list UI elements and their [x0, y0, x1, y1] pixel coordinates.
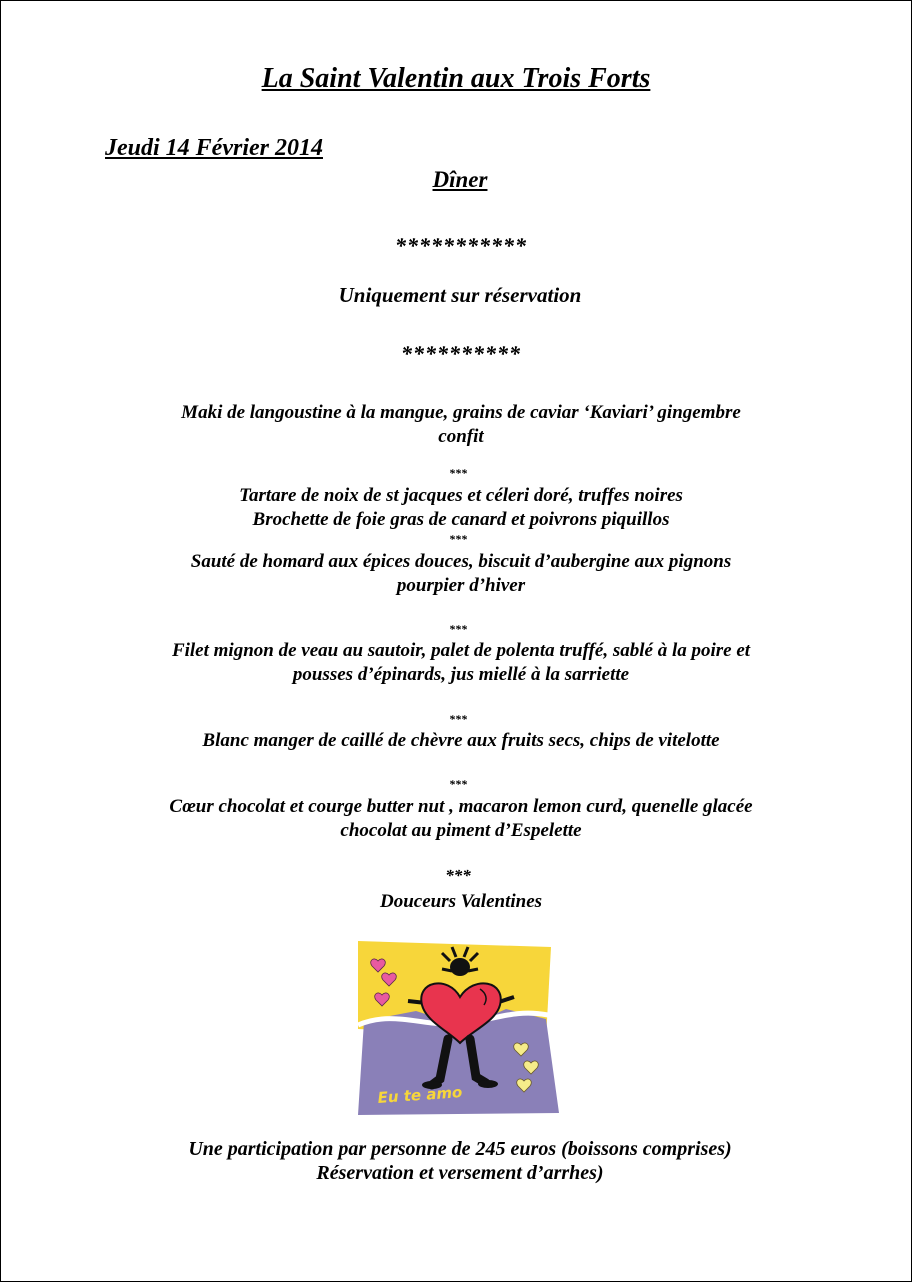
course-separator: *** [445, 866, 471, 885]
course-separator: *** [449, 712, 467, 726]
page-title: La Saint Valentin aux Trois Forts [261, 63, 651, 94]
stars-divider-bottom: ********** [401, 341, 521, 366]
course-separator: *** [449, 532, 467, 546]
menu-course-3-line-2: pourpier d’hiver [396, 575, 526, 596]
menu-course-5-line-1: Blanc manger de caillé de chèvre aux fruits secs, chips de vitelotte [202, 730, 720, 751]
event-date: Jeudi 14 Février 2014 [105, 135, 323, 161]
deposit-line: Réservation et versement d’arrhes) [316, 1162, 604, 1184]
price-line: Une participation par personne de 245 euros (boissons comprises) [188, 1138, 732, 1160]
menu-course-2-line-1: Tartare de noix de st jacques et céleri doré, truffes noires [239, 485, 683, 506]
menu-course-1-line-2: confit [438, 426, 484, 447]
menu-course-4-line-1: Filet mignon de veau au sautoir, palet de polenta truffé, sablé à la poire et [171, 640, 751, 661]
menu-course-3-line-1: Sauté de homard aux épices douces, biscuit d’aubergine aux pignons [190, 551, 732, 572]
heart-character-illustration [356, 939, 561, 1117]
menu-course-1-line-1: Maki de langoustine à la mangue, grains de caviar ‘Kaviari’ gingembre [181, 402, 741, 423]
course-separator: *** [449, 466, 467, 480]
stars-divider-top: *********** [395, 233, 527, 258]
menu-course-4-line-2: pousses d’épinards, jus miellé à la sarriette [292, 664, 630, 685]
reservation-note: Uniquement sur réservation [338, 283, 582, 307]
menu-course-6-line-1: Cœur chocolat et courge butter nut , macaron lemon curd, quenelle glacée [169, 796, 753, 817]
meal-heading: Dîner [432, 167, 488, 192]
course-separator: *** [449, 622, 467, 636]
course-separator: *** [449, 777, 467, 791]
illustration-caption: Eu te amo [377, 1083, 463, 1107]
menu-course-7-line-1: Douceurs Valentines [379, 891, 543, 912]
menu-course-2-line-2: Brochette de foie gras de canard et poivrons piquillos [252, 509, 670, 530]
menu-course-6-line-2: chocolat au piment d’Espelette [340, 820, 582, 841]
